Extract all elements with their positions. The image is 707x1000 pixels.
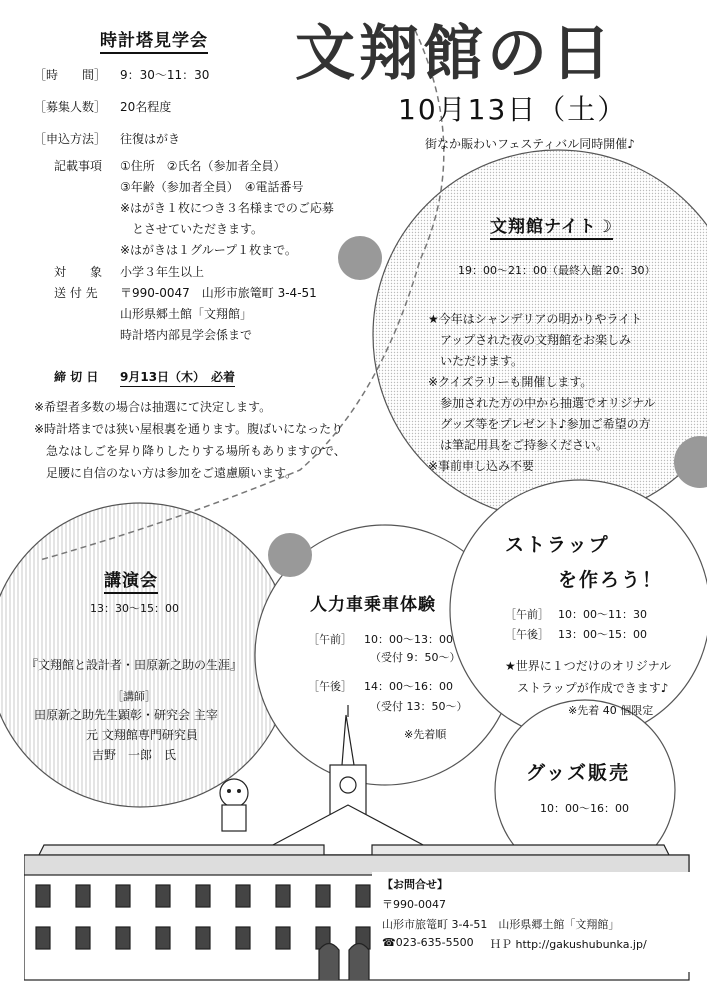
lecture-speaker1: 田原新之助先生顕彰・研究会 主宰	[34, 708, 218, 722]
night-line7: は筆記用具をご持参ください。	[440, 438, 609, 452]
clock-tour-time-label: ［時 間］	[34, 68, 107, 82]
clock-tour-note1: ※希望者多数の場合は抽選にて決定します。	[34, 400, 272, 414]
clock-tour-send-label: 送 付 先	[54, 286, 98, 300]
lecture-time: 13：30～15：00	[90, 602, 179, 615]
event-title: 文翔館の日	[295, 19, 615, 89]
clock-tour-capacity-label: ［募集人数］	[34, 100, 107, 114]
clock-tour-fields-line2: ③年齢（参加者全員） ④電話番号	[120, 180, 304, 194]
night-line8: ※事前申し込み不要	[428, 459, 535, 473]
rickshaw-am-reception: （受付 9：50～）	[370, 651, 461, 664]
clock-tour-send-line3: 時計塔内部見学会係まで	[120, 328, 253, 342]
clock-tour-fields-note2: とさせていただきます。	[132, 222, 264, 236]
strap-limit: ※先着 40 個限定	[568, 704, 654, 717]
strap-heading-2: を作ろう！	[558, 569, 664, 591]
strap-line2: ストラップが作成できます♪	[517, 681, 669, 695]
clock-tour-fields-line1: ①住所 ②氏名（参加者全員）	[120, 159, 286, 173]
clock-tour-send-line1: 〒990-0047 山形市旅篭町 3-4-51	[120, 286, 317, 300]
rickshaw-pm-time: 14：00～16：00	[364, 680, 453, 693]
contact-postal: 〒990-0047	[382, 898, 446, 911]
small-dark-circle-1	[338, 236, 382, 280]
strap-heading-1: ストラップ	[505, 534, 610, 556]
strap-pm-label: ［午後］	[505, 628, 549, 641]
night-time: 19：00～21：00（最終入館 20：30）	[458, 264, 656, 277]
clock-tour-note3: 急なはしごを昇り降りしたりする場所もありますので、	[46, 444, 346, 458]
clock-tour-fields-note3: ※はがきは１グループ１枚まで。	[120, 243, 297, 257]
small-dark-circle-2	[268, 533, 312, 577]
lecture-speaker-label: ［講師］	[112, 690, 156, 703]
clock-tour-heading: 時計塔見学会	[100, 26, 208, 54]
clock-tour-fields-note1: ※はがき１枚につき３名様までのご応募	[120, 201, 334, 215]
night-line1: ★今年はシャンデリアの明かりやライト	[428, 312, 643, 326]
night-heading: 文翔館ナイト☽	[490, 212, 613, 240]
night-line6: グッズ等をプレゼント♪参加ご希望の方	[440, 417, 651, 431]
clock-tour-deadline-value: 9月13日（木） 必着	[120, 368, 235, 387]
goods-heading: グッズ販売	[526, 762, 631, 784]
strap-line1: ★世界に１つだけのオリジナル	[505, 659, 672, 673]
night-line3: いただけます。	[440, 354, 524, 368]
clock-tour-method-label: ［申込方法］	[34, 132, 107, 146]
contact-phone: ☎023-635-5500	[382, 936, 474, 949]
rickshaw-note: ※先着順	[404, 728, 447, 741]
lecture-speaker3: 吉野 一郎 氏	[92, 748, 177, 762]
lecture-speaker2: 元 文翔館専門研究員	[86, 728, 198, 742]
night-line2: アップされた夜の文翔館をお楽しみ	[440, 333, 632, 347]
mascot-figure	[220, 779, 248, 831]
clock-tour-note4: 足腰に自信のない方は参加をご遠慮願います。	[46, 466, 298, 480]
rickshaw-pm-label: ［午後］	[308, 680, 352, 693]
contact-heading: 【お問合せ】	[382, 878, 448, 891]
clock-tour-target-value: 小学３年生以上	[120, 265, 205, 279]
event-subtitle: 街なか賑わいフェスティバル同時開催♪	[425, 137, 635, 151]
event-date: 10月13日（土）	[398, 93, 628, 126]
rickshaw-am-label: ［午前］	[308, 633, 352, 646]
rickshaw-am-time: 10：00～13：00	[364, 633, 453, 646]
strap-pm-time: 13：00～15：00	[558, 628, 647, 641]
contact-hp[interactable]: ＨＰ http://gakushubunka.jp/	[490, 938, 647, 951]
contact-address: 山形市旅篭町 3-4-51 山形県郷土館「文翔館」	[382, 918, 620, 931]
clock-tour-send-line2: 山形県郷土館「文翔館」	[120, 307, 253, 321]
lecture-heading: 講演会	[104, 566, 158, 594]
strap-am-time: 10：00～11：30	[558, 608, 647, 621]
clock-tour-target-label: 対 象	[54, 265, 103, 279]
rickshaw-pm-reception: （受付 13：50～）	[370, 700, 468, 713]
clock-tour-note2: ※時計塔までは狭い屋根裏を通ります。腹ばいになったり	[34, 422, 344, 436]
clock-tour-time-value: 9：30～11：30	[120, 68, 210, 82]
lecture-theme: 『文翔館と設計者・田原新之助の生涯』	[26, 658, 243, 672]
goods-time: 10：00～16：00	[540, 802, 629, 815]
clock-tour-method-value: 往復はがき	[120, 132, 181, 146]
clock-tour-fields-label: 記載事項	[54, 159, 103, 173]
strap-am-label: ［午前］	[505, 608, 549, 621]
clock-tour-capacity-value: 20名程度	[120, 100, 172, 114]
night-line5: 参加された方の中から抽選でオリジナル	[440, 396, 656, 410]
rickshaw-heading: 人力車乗車体験	[310, 595, 436, 615]
night-line4: ※クイズラリーも開催します。	[428, 375, 593, 389]
contact-box	[372, 872, 690, 972]
clock-tour-deadline-label: 締 切 日	[54, 370, 99, 384]
